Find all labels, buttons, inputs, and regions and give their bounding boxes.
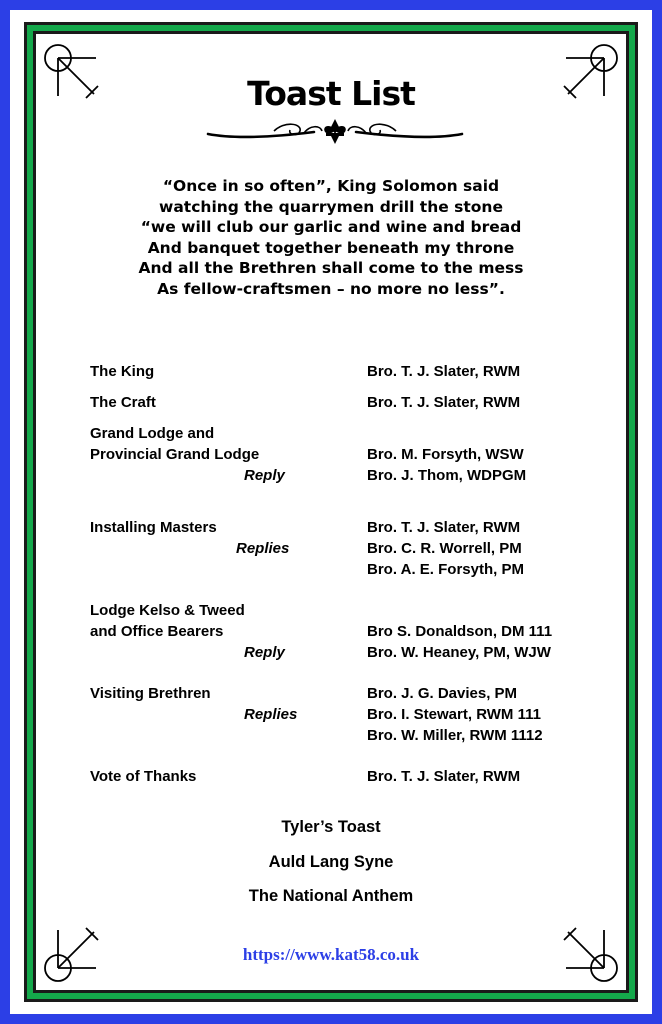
reply-speaker: Bro. W. Miller, RWM 1112 xyxy=(367,727,543,744)
toast-name: and Office Bearers xyxy=(90,623,224,640)
toast-name: Visiting Brethren xyxy=(90,685,211,702)
toast-name: Provincial Grand Lodge xyxy=(90,446,260,463)
reply-speaker: Bro. A. E. Forsyth, PM xyxy=(367,561,524,578)
reply-label: Reply xyxy=(244,644,285,661)
reply-speaker: Bro. W. Heaney, PM, WJW xyxy=(367,644,551,661)
poem-line: watching the quarrymen drill the stone xyxy=(159,197,503,216)
poem-line: And all the Brethren shall come to the mess xyxy=(138,259,524,278)
reply-label: Reply xyxy=(244,467,285,484)
closing-item: Tyler’s Toast xyxy=(281,818,381,836)
reply-speaker: Bro. I. Stewart, RWM 111 xyxy=(367,706,541,723)
fleur-flourish-icon xyxy=(204,117,466,147)
toast-speaker: Bro S. Donaldson, DM 111 xyxy=(367,623,553,640)
toast-name: Lodge Kelso & Tweed xyxy=(90,602,245,619)
poem-line: “we will club our garlic and wine and bread xyxy=(140,218,522,237)
reply-label: Replies xyxy=(244,706,298,723)
website-link[interactable]: https://www.kat58.co.uk xyxy=(242,945,420,964)
toast-name: The King xyxy=(90,363,155,380)
reply-speaker: Bro. C. R. Worrell, PM xyxy=(367,540,522,557)
toast-speaker: Bro. T. J. Slater, RWM xyxy=(367,519,521,536)
toast-name: Grand Lodge and xyxy=(90,425,215,442)
toast-name: Installing Masters xyxy=(90,519,217,536)
poem-line: As fellow-craftsmen – no more no less”. xyxy=(157,279,505,298)
closing-item: The National Anthem xyxy=(248,887,414,905)
toast-speaker: Bro. T. J. Slater, RWM xyxy=(367,394,521,411)
toast-speaker: Bro. T. J. Slater, RWM xyxy=(367,363,521,380)
toast-speaker: Bro. M. Forsyth, WSW xyxy=(367,446,524,463)
poem-line: “Once in so often”, King Solomon said xyxy=(162,177,500,195)
toast-speaker: Bro. T. J. Slater, RWM xyxy=(367,768,521,785)
poem-line: And banquet together beneath my throne xyxy=(147,238,515,257)
closing-item: Auld Lang Syne xyxy=(268,853,394,871)
reply-speaker: Bro. J. Thom, WDPGM xyxy=(367,467,527,484)
toast-speaker: Bro. J. G. Davies, PM xyxy=(367,685,518,702)
poem xyxy=(0,176,662,300)
page-title: Toast List xyxy=(247,74,415,113)
toast-name: Vote of Thanks xyxy=(90,768,197,785)
toast-name: The Craft xyxy=(90,394,156,411)
reply-label: Replies xyxy=(236,540,290,557)
